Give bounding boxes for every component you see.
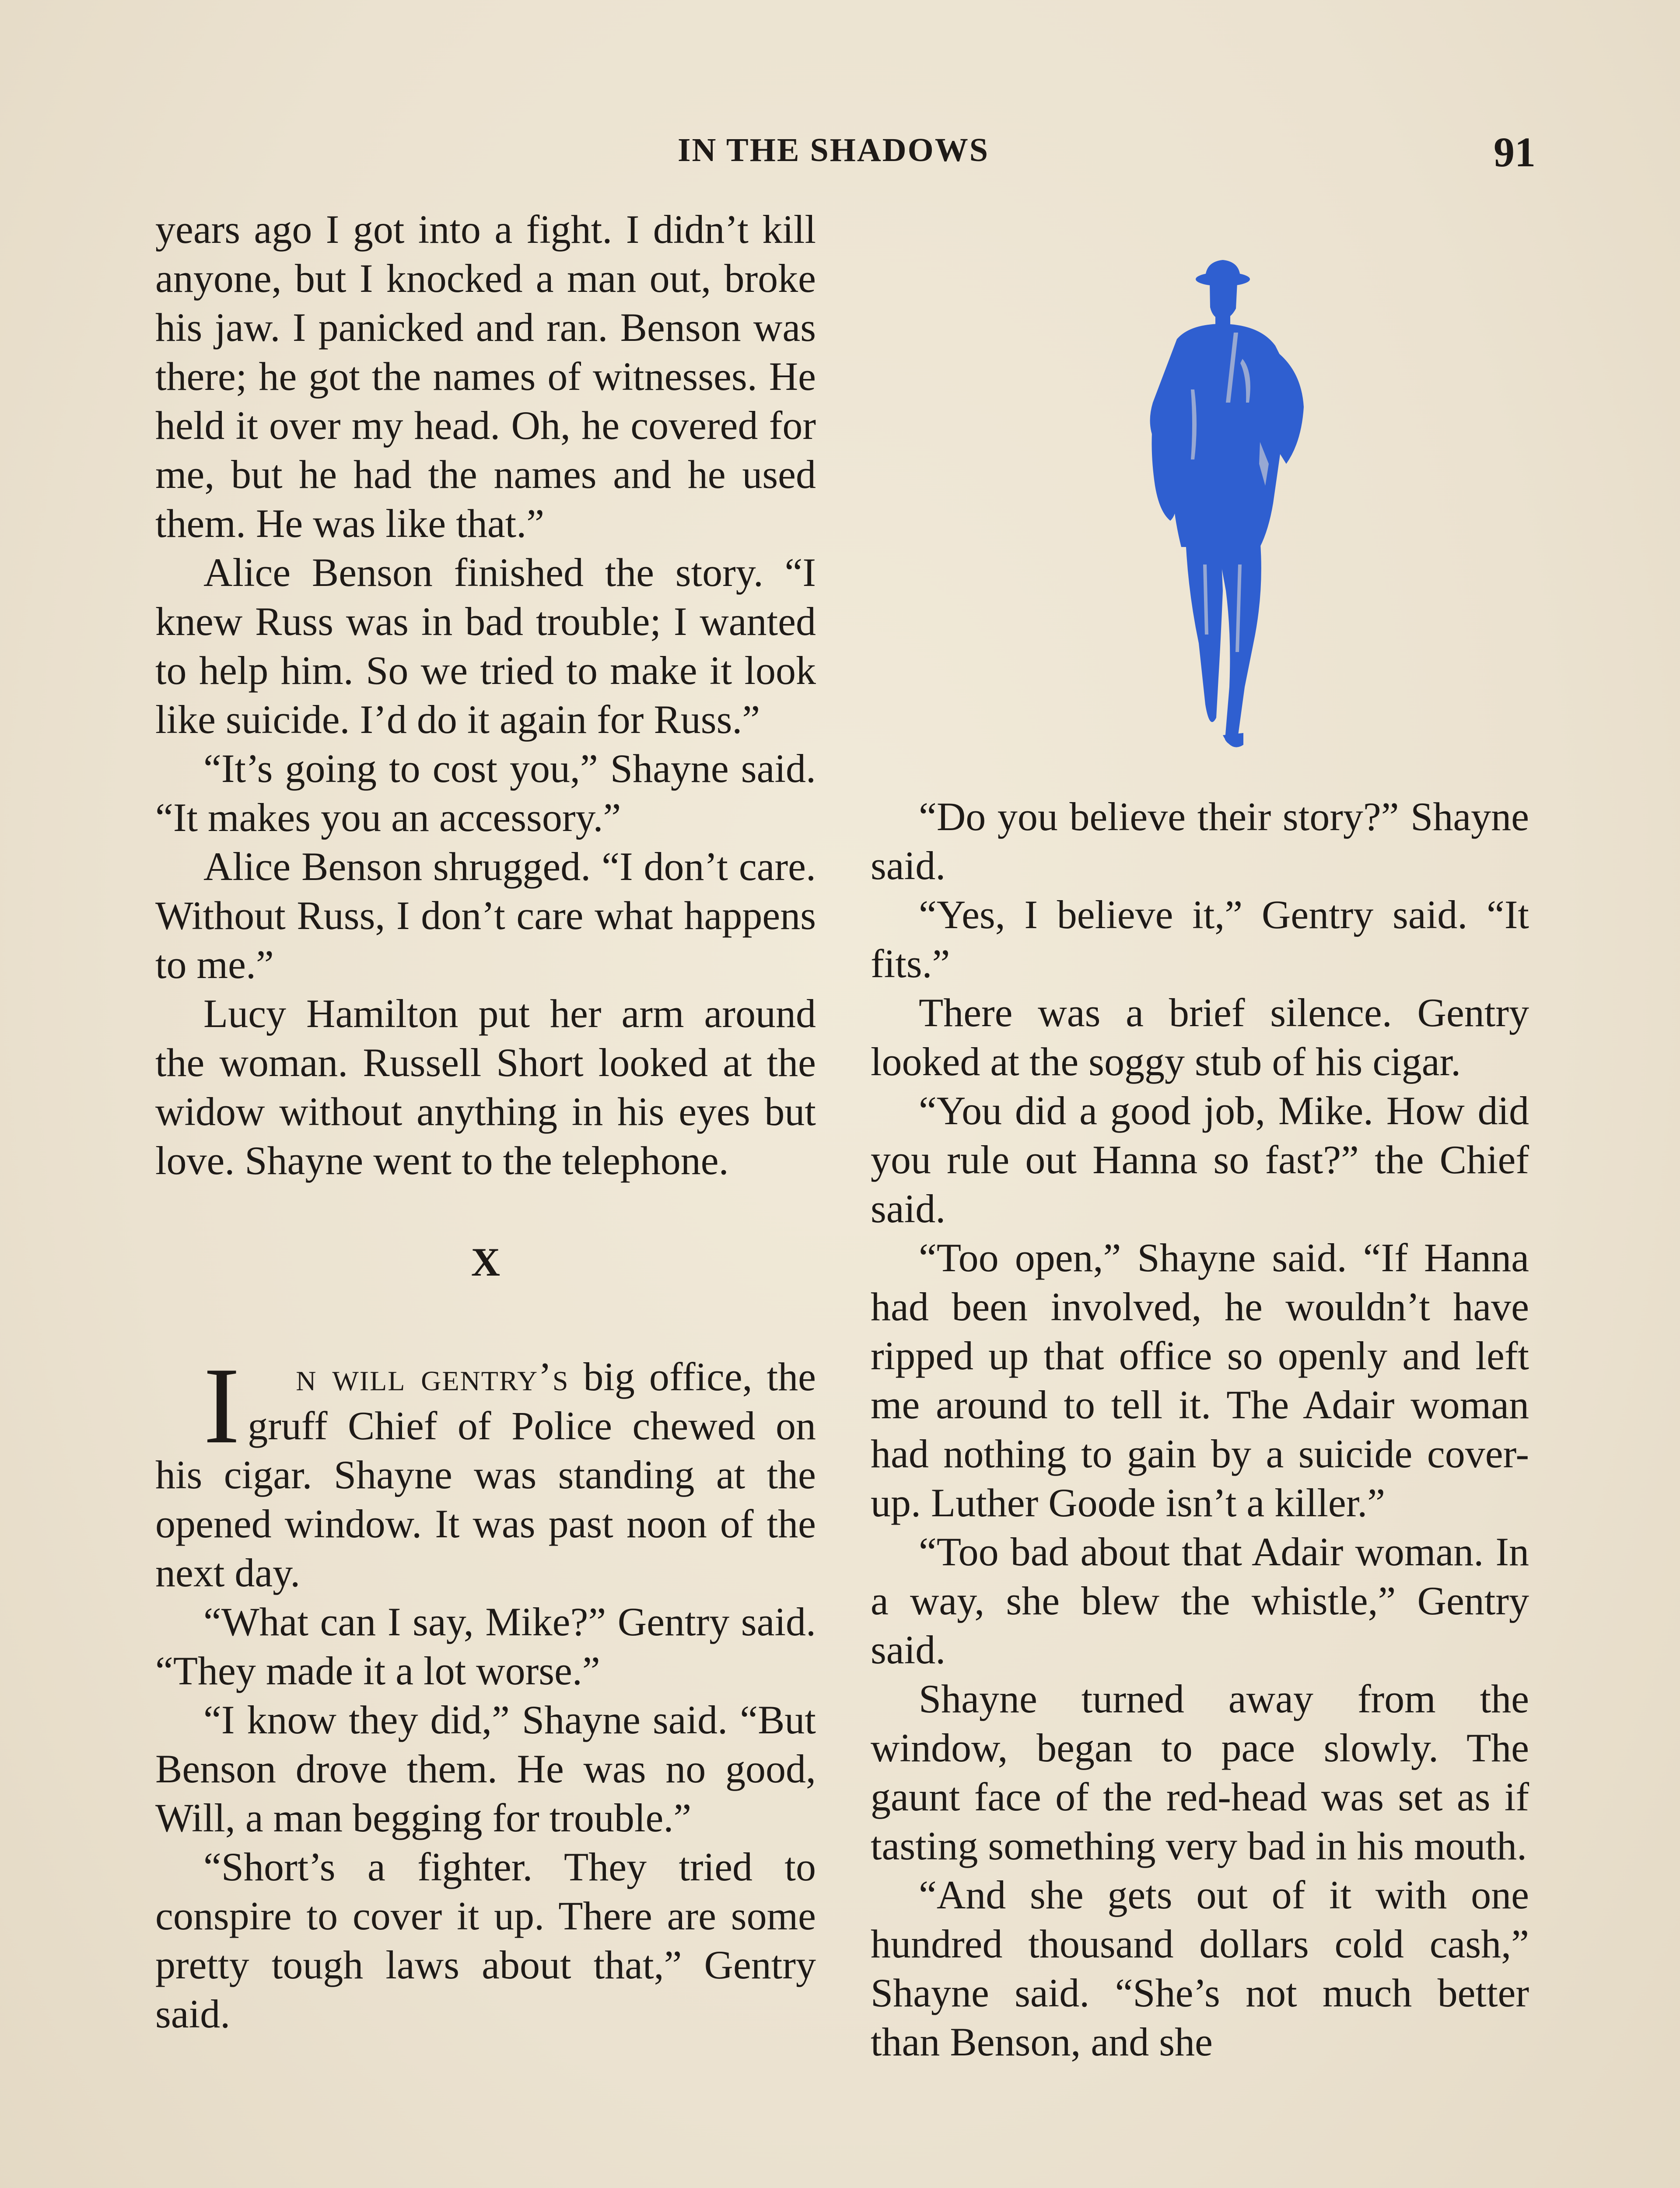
walking-man-silhouette-icon (1129, 258, 1321, 753)
paragraph: “Yes, I believe it,” Gentry said. “It fits.” (871, 892, 1529, 986)
paragraph: “What can I say, Mike?” Gentry said. “They made it a lot worse.” (155, 1599, 816, 1693)
paragraph: “And she gets out of it with one hundred thousand dollars cold cash,” Shayne said. “She’s not much better than Benson, and she (871, 1872, 1529, 2064)
chapter-opening-text: big office, the gruff Chief of Police chewed on his cigar. Shayne was standing at the opened window. It was past noon of the next day. (155, 1354, 816, 1595)
paragraph: “Too bad about that Adair woman. In a way, she blew the whistle,” Gentry said. (871, 1529, 1529, 1672)
paragraph: “I know they did,” Shayne said. “But Benson drove them. He was no good, Will, a man begging for trouble.” (155, 1697, 816, 1840)
paragraph: “Too open,” Shayne said. “If Hanna had been involved, he wouldn’t have ripped up that office so openly and left me around to tell it. The Adair woman had nothing to gain by a suicide cover-up. Luther Goode isn’t a killer.” (871, 1235, 1529, 1525)
paragraph: “You did a good job, Mike. How did you rule out Hanna so fast?” the Chief said. (871, 1088, 1529, 1231)
paragraph: Lucy Hamilton put her arm around the woman. Russell Short looked at the widow without anything in his eyes but love. Shayne went to the telephone. (155, 991, 816, 1183)
paragraph: Shayne turned away from the window, began to pace slowly. The gaunt face of the red-head was set as if tasting something very bad in his mouth. (871, 1676, 1529, 1868)
left-column (155, 205, 816, 2038)
paragraph: “Do you believe their story?” Shayne said. (871, 794, 1529, 888)
drop-cap: I (203, 1345, 240, 1466)
right-column (871, 792, 1529, 2066)
paragraph: years ago I got into a fight. I didn’t kill anyone, but I knocked a man out, broke his jaw. I panicked and ran. Benson was there; he got the names of witnesses. He held it over my head. Oh, he covered for me, but he had the names and he used them. He was like that.” (155, 207, 816, 546)
paragraph: There was a brief silence. Gentry looked at the soggy stub of his cigar. (871, 990, 1529, 1084)
chapter-opening-paragraph (155, 1345, 816, 1597)
paragraph: Alice Benson finished the story. “I knew Russ was in bad trouble; I wanted to help him. So we tried to make it look like suicide. I’d do it again for Russ.” (155, 550, 816, 742)
running-title: IN THE SHADOWS (677, 132, 990, 168)
page-number: 91 (1494, 129, 1536, 175)
paragraph: “Short’s a fighter. They tried to conspire to cover it up. There are some pretty tough laws about that,” Gentry said. (155, 1844, 816, 2036)
paragraph: “It’s going to cost you,” Shayne said. “It makes you an accessory.” (155, 746, 816, 840)
small-caps-lead: n will gentry’s (296, 1354, 569, 1399)
paragraph: Alice Benson shrugged. “I don’t care. Without Russ, I don’t care what happens to me.” (155, 844, 816, 987)
chapter-number: X (471, 1240, 500, 1284)
